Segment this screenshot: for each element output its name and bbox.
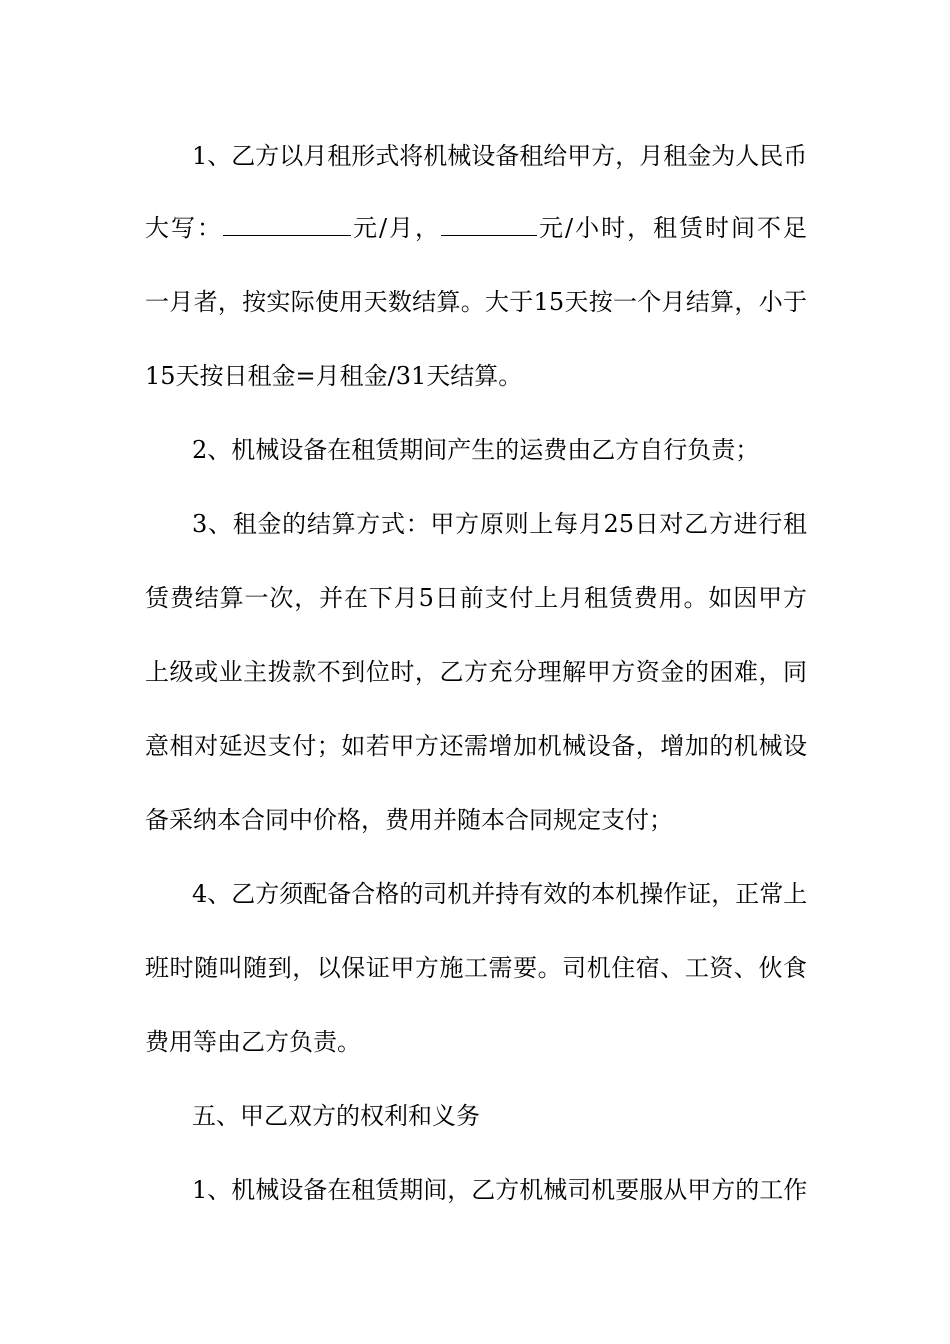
paragraph-line: 1、乙方以月租形式将机械设备租给甲方，月租金为人民币 (192, 142, 808, 170)
paragraph-line: 费用等由乙方负责。 (145, 1028, 361, 1056)
paragraph-line: 15天按日租金=月租金/31天结算。 (145, 362, 523, 390)
section-heading: 五、甲乙双方的权利和义务 (192, 1102, 480, 1130)
hourly-rent-blank (441, 215, 537, 236)
paragraph-line: 1、机械设备在租赁期间，乙方机械司机要服从甲方的工作 (192, 1176, 808, 1204)
paragraph-line: 上级或业主拨款不到位时，乙方充分理解甲方资金的困难，同 (145, 658, 807, 686)
paragraph-line: 备采纳本合同中价格，费用并随本合同规定支付； (145, 806, 673, 834)
paragraph-line: 意相对延迟支付；如若甲方还需增加机械设备，增加的机械设 (145, 732, 807, 760)
paragraph-line: 2、机械设备在租赁期间产生的运费由乙方自行负责； (192, 436, 760, 464)
paragraph-line: 3、租金的结算方式：甲方原则上每月25日对乙方进行租 (192, 510, 807, 538)
monthly-rent-blank (223, 215, 351, 236)
hourly-unit-label: 元/小时，租赁时间不足 (537, 214, 808, 242)
rent-amount-line (145, 213, 807, 243)
paragraph-line: 一月者，按实际使用天数结算。大于15天按一个月结算，小于 (145, 288, 807, 316)
rent-prefix-label: 大写： (145, 214, 223, 242)
paragraph-line: 4、乙方须配备合格的司机并持有效的本机操作证，正常上 (192, 880, 808, 908)
paragraph-line: 班时随叫随到，以保证甲方施工需要。司机住宿、工资、伙食 (145, 954, 807, 982)
paragraph-line: 赁费结算一次，并在下月5日前支付上月租赁费用。如因甲方 (145, 584, 807, 612)
monthly-unit-label: 元/月， (350, 214, 442, 242)
